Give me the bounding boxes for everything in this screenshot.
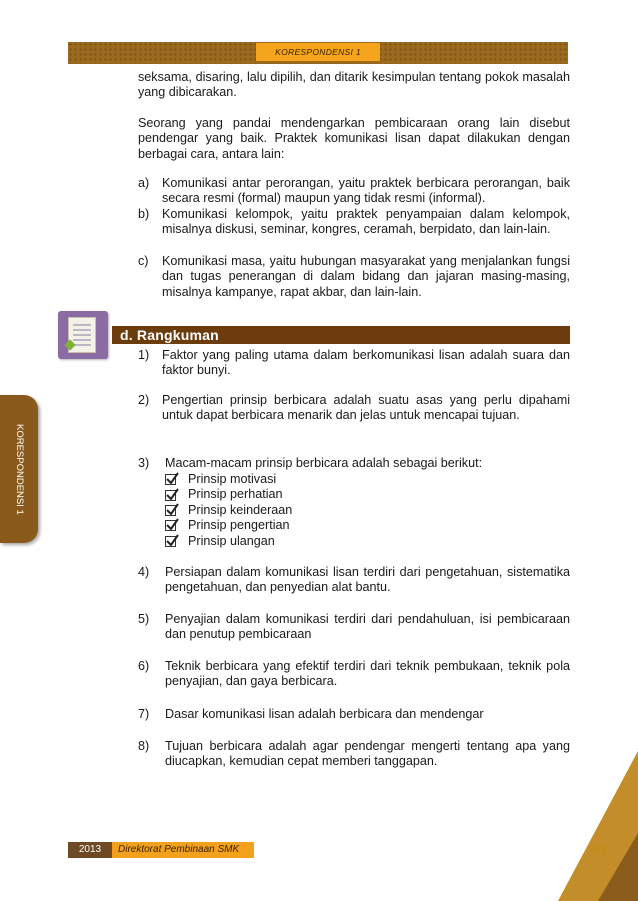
- side-chapter-label: KORESPONDENSI 1: [14, 423, 25, 515]
- list-marker: b): [138, 207, 150, 221]
- checklist-item: [165, 518, 292, 533]
- list-marker: a): [138, 176, 150, 190]
- checklist-label: Prinsip pengertian: [188, 518, 290, 533]
- checkbox-checked-icon: [165, 474, 176, 485]
- summary-marker: 8): [138, 739, 150, 753]
- intro-paragraph-2: Seorang yang pandai mendengarkan pembicaraan orang lain disebut pendengar yang baik. Praktek komunikasi lisan dapat dilakukan dengan berbagai cara, antara lain:: [138, 116, 570, 161]
- summary-marker: 1): [138, 348, 150, 362]
- list-item: Komunikasi kelompok, yaitu praktek penyampaian dalam kelompok, misalnya diskusi, seminar, kongres, ceramah, berpidato, dan lain-lain.: [162, 207, 570, 237]
- summary-marker: 2): [138, 393, 150, 407]
- checklist-item: [165, 487, 292, 502]
- footer-publisher: Direktorat Pembinaan SMK: [112, 842, 254, 858]
- summary-item: Pengertian prinsip berbicara adalah suatu asas yang perlu dipahami untuk dapat berbicara menarik dan jelas untuk mencapai tujuan.: [162, 393, 570, 423]
- summary-marker: 7): [138, 707, 150, 721]
- summary-item: Macam-macam prinsip berbicara adalah sebagai berikut:: [165, 456, 483, 470]
- principle-checklist: [165, 472, 292, 549]
- chapter-label: KORESPONDENSI 1: [256, 43, 380, 61]
- checklist-label: Prinsip perhatian: [188, 487, 283, 502]
- footer-year: 2013: [68, 842, 112, 858]
- checklist-label: Prinsip ulangan: [188, 533, 275, 548]
- checklist-label: Prinsip motivasi: [188, 472, 277, 486]
- summary-item: Faktor yang paling utama dalam berkomunikasi lisan adalah suara dan faktor bunyi.: [162, 348, 570, 378]
- summary-marker: 5): [138, 612, 150, 626]
- checkbox-checked-icon: [165, 490, 176, 501]
- list-marker: c): [138, 254, 149, 268]
- list-item: Komunikasi masa, yaitu hubungan masyarakat yang menjalankan fungsi dan tugas penerangan di dalam bidang dan jajaran masing-masing, misalnya kampanye, rapat akbar, dan lain-lain.: [162, 254, 570, 299]
- checklist-label: Prinsip keinderaan: [188, 502, 293, 517]
- checkbox-checked-icon: [165, 536, 176, 547]
- page-number: 63: [590, 841, 607, 858]
- summary-item: Penyajian dalam komunikasi terdiri dari pendahuluan, isi pembicaraan dan penutup pembicaraan: [165, 612, 570, 642]
- summary-marker: 6): [138, 659, 150, 673]
- summary-marker: 3): [138, 456, 150, 470]
- summary-marker: 4): [138, 565, 150, 579]
- summary-item: Teknik berbicara yang efektif terdiri dari teknik pembukaan, teknik pola penyajian, dan gaya berbicara.: [165, 659, 570, 689]
- list-item: Komunikasi antar perorangan, yaitu praktek berbicara perorangan, baik secara resmi (formal) maupun yang tidak resmi (informal).: [162, 176, 570, 206]
- checkbox-checked-icon: [165, 520, 176, 531]
- checklist-item: [165, 472, 292, 487]
- summary-item: Tujuan berbicara adalah agar pendengar mengerti tentang apa yang diucapkan, kemudian cepat memberi tanggapan.: [165, 739, 570, 769]
- summary-icon: [58, 311, 108, 359]
- side-chapter-tab: [0, 395, 38, 543]
- intro-paragraph-1: seksama, disaring, lalu dipilih, dan ditarik kesimpulan tentang pokok masalah yang dibicarakan.: [138, 70, 570, 100]
- checklist-item: [165, 503, 292, 518]
- checkbox-checked-icon: [165, 505, 176, 516]
- summary-item: Persiapan dalam komunikasi lisan terdiri dari pengetahuan, sistematika pengetahuan, dan penyedian alat bantu.: [165, 565, 570, 595]
- section-title: d. Rangkuman: [120, 327, 219, 343]
- summary-item: Dasar komunikasi lisan adalah berbicara dan mendengar: [165, 707, 484, 721]
- checklist-item: [165, 534, 292, 549]
- section-header-bar: [112, 326, 570, 344]
